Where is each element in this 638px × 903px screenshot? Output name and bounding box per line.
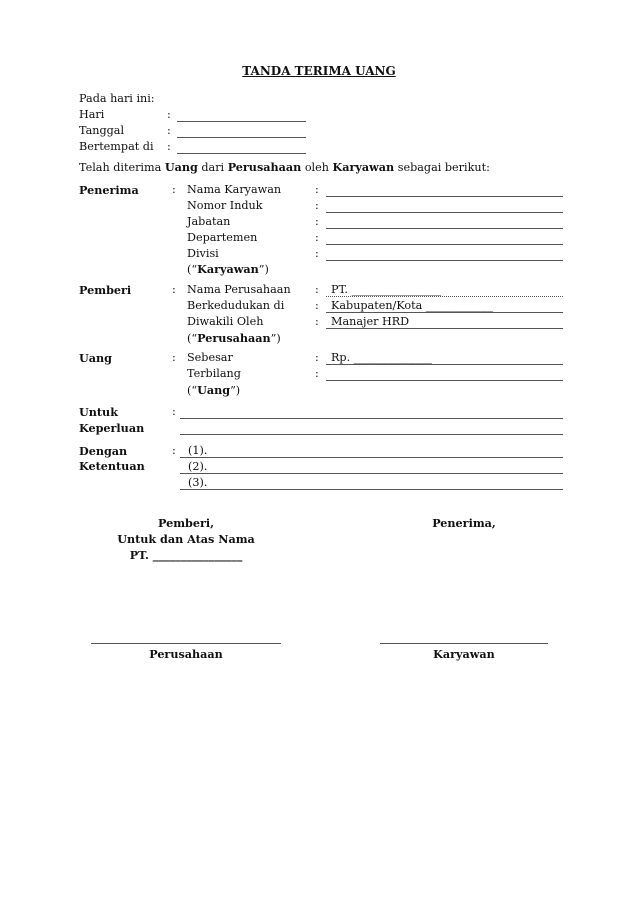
terbilang-input-line[interactable] [326, 380, 563, 381]
colon: : [172, 405, 176, 418]
field-label: Divisi [187, 247, 219, 260]
bertempat-input-line[interactable] [177, 153, 306, 154]
sign-right-footer: Karyawan [433, 647, 495, 661]
field-label: Terbilang [187, 367, 241, 380]
jabatan-input-line[interactable] [326, 228, 563, 229]
colon: : [315, 299, 319, 312]
ketentuan-item: (3). [188, 476, 208, 489]
colon: : [315, 183, 319, 196]
nama-perusahaan-value: PT. ________________ [331, 283, 441, 296]
penerima-alias: (“Karyawan”) [187, 262, 269, 276]
colon: : [167, 140, 171, 153]
nama-karyawan-input-line[interactable] [326, 196, 563, 197]
colon: : [167, 108, 171, 121]
ketentuan-label-2: Ketentuan [79, 459, 145, 473]
field-label: Diwakili Oleh [187, 315, 264, 328]
diwakili-value: Manajer HRD [331, 315, 410, 328]
colon: : [172, 444, 176, 457]
keperluan-input-line-2[interactable] [180, 434, 563, 435]
field-label: Berkedudukan di [187, 299, 285, 312]
colon: : [315, 351, 319, 364]
keperluan-label-1: Untuk [79, 405, 118, 419]
ketentuan-input-line-1[interactable] [180, 457, 563, 458]
berkedudukan-value: Kabupaten/Kota ____________ [331, 299, 493, 312]
colon: : [315, 283, 319, 296]
page-title: TANDA TERIMA UANG [242, 64, 396, 78]
colon: : [315, 199, 319, 212]
diwakili-input-line[interactable] [326, 328, 563, 329]
sign-right-line[interactable] [380, 643, 548, 644]
colon: : [167, 124, 171, 137]
colon: : [315, 367, 319, 380]
colon: : [172, 283, 176, 296]
field-label: Sebesar [187, 351, 233, 364]
sebesar-value: Rp. ______________ [331, 351, 433, 364]
hari-input-line[interactable] [177, 121, 306, 122]
sign-left-line[interactable] [91, 643, 281, 644]
pemberi-alias: (“Perusahaan”) [187, 331, 281, 345]
ketentuan-item: (1). [188, 444, 208, 457]
sign-left-title: Pemberi, [157, 516, 215, 530]
colon: : [315, 247, 319, 260]
label-bertempat: Bertempat di [79, 140, 154, 153]
field-label: Nomor Induk [187, 199, 263, 212]
uang-alias: (“Uang”) [187, 383, 241, 397]
field-label: Nama Karyawan [187, 183, 282, 196]
departemen-input-line[interactable] [326, 244, 563, 245]
ketentuan-input-line-3[interactable] [180, 489, 563, 490]
penerima-label: Penerima [79, 183, 139, 197]
tanggal-input-line[interactable] [177, 137, 306, 138]
colon: : [172, 351, 176, 364]
keperluan-input-line-1[interactable] [180, 418, 563, 419]
field-label: Jabatan [187, 215, 231, 228]
sign-left-subtitle: Untuk dan Atas Nama [117, 532, 255, 546]
ketentuan-label-1: Dengan [79, 444, 128, 458]
label-tanggal: Tanggal [79, 124, 125, 137]
sign-right-title: Penerima, [432, 516, 496, 530]
field-label: Nama Perusahaan [187, 283, 291, 296]
ketentuan-input-line-2[interactable] [180, 473, 563, 474]
sign-left-company: PT. ________________ [129, 548, 243, 562]
pemberi-label: Pemberi [79, 283, 132, 297]
colon: : [315, 315, 319, 328]
ketentuan-item: (2). [188, 460, 208, 473]
sebesar-input-line[interactable] [326, 364, 563, 365]
sign-left-footer: Perusahaan [149, 647, 223, 661]
field-label: Departemen [187, 231, 258, 244]
intro-heading: Pada hari ini: [79, 92, 155, 105]
colon: : [315, 215, 319, 228]
statement: Telah diterima Uang dari Perusahaan oleh Karyawan sebagai berikut: [79, 160, 490, 174]
berkedudukan-input-line[interactable] [326, 312, 563, 313]
nomor-induk-input-line[interactable] [326, 212, 563, 213]
label-hari: Hari [79, 108, 105, 121]
nama-perusahaan-input-line[interactable] [326, 296, 563, 297]
colon: : [172, 183, 176, 196]
divisi-input-line[interactable] [326, 260, 563, 261]
colon: : [315, 231, 319, 244]
keperluan-label-2: Keperluan [79, 421, 145, 435]
uang-label: Uang [79, 351, 112, 365]
